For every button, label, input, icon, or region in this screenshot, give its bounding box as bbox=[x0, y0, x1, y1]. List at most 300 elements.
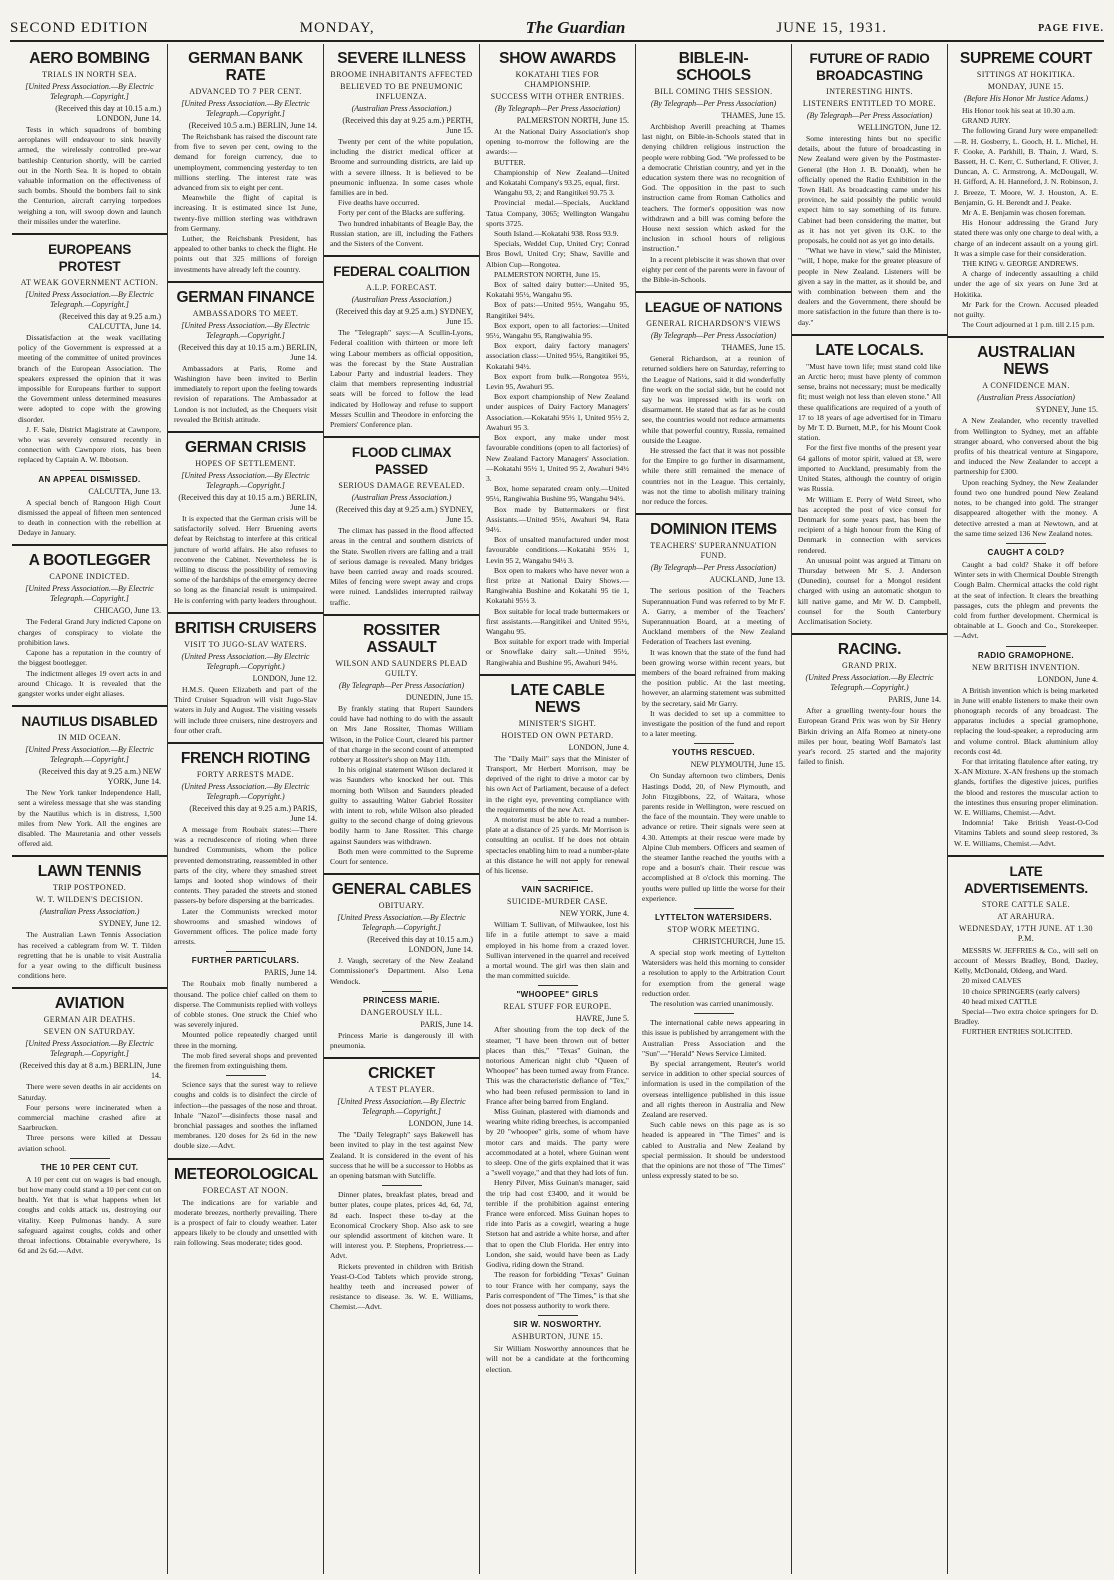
article-subhead: CAUGHT A COLD? bbox=[987, 547, 1065, 557]
article-paragraph: He stressed the fact that it was not possible for the Empire to go further in disarmament, while there still remained the menace of countries not in the League. This certainly, was not the time to abolish military training nor reduce the forces. bbox=[642, 446, 785, 507]
article-divider bbox=[226, 951, 266, 952]
day-label: MONDAY, bbox=[299, 19, 375, 36]
article-subhead: THE 10 PER CENT CUT. bbox=[40, 1162, 139, 1172]
article-credit: (Australian Press Association.) bbox=[351, 104, 452, 113]
article-paragraph: In his original statement Wilson declared it was Saunders who knocked her out. This morning both Wilson and Saunders pleaded guilty to assaulting Walter Gabriel Rossiter with intent to rob, while Wilson also pleaded guilty to the second charge of doing grievous bodily harm to Jane Rossiter. This charge against Saunders was withdrawn. bbox=[330, 765, 473, 846]
article-subhead: "WHOOPEE" GIRLS bbox=[516, 990, 599, 1000]
article bbox=[18, 544, 161, 699]
article-headline: A BOOTLEGGER bbox=[28, 552, 151, 570]
article-body bbox=[330, 1190, 473, 1312]
article-paragraph: Dissatisfaction at the weak vacillating policy of the Government is expressed at a meeting of the committee of united provinces branch of the European Association. The speakers expressed the opinion that it was impossible for Europeans further to support the Government unless determined measures were adopted to cope with the growing disorder. bbox=[18, 333, 161, 424]
article-credit: (By Telegraph—Per Press Association) bbox=[494, 104, 621, 113]
article-subhead: A.L.P. FORECAST. bbox=[366, 283, 437, 293]
article-dateline: NEW YORK, June 4. bbox=[559, 909, 629, 919]
article-headline: GERMAN CRISIS bbox=[185, 439, 306, 457]
article-divider bbox=[168, 1158, 323, 1160]
article-paragraph: Mounted police repeatedly charged until three in the morning. bbox=[174, 1030, 317, 1050]
article-headline: FLOOD CLIMAX PASSED bbox=[351, 445, 452, 478]
article-body bbox=[642, 122, 785, 285]
article bbox=[954, 336, 1098, 538]
article-body bbox=[174, 514, 317, 606]
article-paragraph: Specials, Weddel Cup, United Cry; Conrad Bros Bowl, United Cry; Shaw, Saville and Albion Cup—Rongotea. bbox=[486, 239, 629, 269]
article-headline: LATE CABLE NEWS bbox=[510, 681, 605, 716]
article-paragraph: Science says that the surest way to relieve coughs and colds is to disinfect the circle of infection—the passages of the nose and throat. Inhale "Nazol"—disinfects those nasal and bronchial passages and soothes the inflamed membranes. 120 doses for 2s 6d in the new double size.—Advt. bbox=[174, 1080, 317, 1151]
article-paragraph: It is expected that the German crisis will be satisfactorily solved. Herr Bruening averts defeat by Reichstag to interfere at this critical juncture of world affairs. He also refuses to reconvene the Cabinet. Nevertheless he is willing to discuss the possibility of removing some of the hardships of the emergency decree so long as the financial result is unimpaired. He is conferring with party leaders throughout. bbox=[174, 514, 317, 605]
article-credit: (United Press Association.—By Electric Telegraph.—Copyright.) bbox=[805, 673, 934, 693]
article-subhead: SERIOUS DAMAGE REVEALED. bbox=[338, 481, 465, 491]
article bbox=[486, 1315, 629, 1375]
article-paragraph: The New York tanker Independence Hall, sent a wireless message that she was standing by the Nautilus which is in distress, 1,500 miles from New York. All the engines are disabled. The Mauretania and other vessels offered aid. bbox=[18, 788, 161, 849]
article-paragraph: Box export, any make under most favourable conditions (open to all factories) of New Zealand Factory Managers' Association.—Kokatahi 95½ 1, United 95 2, Awahuri 94½ 3. bbox=[486, 433, 629, 483]
article-paragraph: 10 choice SPRINGERS (early calvers) bbox=[962, 986, 1080, 996]
article-paragraph: The Court adjourned at 1 p.m. till 2.15 p.m. bbox=[962, 320, 1095, 330]
article-paragraph: The Federal Grand Jury indicted Capone on charges of conspiracy to violate the prohibition laws. bbox=[18, 617, 161, 647]
article-dateline: LONDON, June 4. bbox=[1037, 674, 1098, 684]
column-2 bbox=[168, 44, 324, 1574]
article-paragraph: Provincial medal.—Specials, Auckland Tatua Company, 3065; Wellington Wangahu sports 3725. bbox=[486, 198, 629, 228]
article-divider bbox=[324, 1057, 479, 1059]
article-body bbox=[330, 137, 473, 249]
columns-container bbox=[12, 44, 1104, 1574]
article-subhead: SUICIDE-MURDER CASE. bbox=[507, 897, 608, 907]
article-divider bbox=[792, 334, 947, 336]
article bbox=[954, 50, 1098, 330]
article bbox=[642, 743, 785, 904]
article bbox=[486, 50, 629, 668]
article bbox=[798, 50, 941, 328]
article-divider bbox=[12, 855, 167, 857]
article-body bbox=[954, 560, 1098, 642]
article-divider bbox=[792, 633, 947, 635]
article-headline: FRENCH RIOTING bbox=[180, 749, 311, 767]
article-headline: ROSSITER ASSAULT bbox=[363, 621, 440, 656]
article bbox=[330, 1057, 473, 1181]
article-paragraph: There were seven deaths in air accidents on Saturday. bbox=[18, 1082, 161, 1102]
article-headline: LATE ADVERTISEMENTS. bbox=[964, 863, 1088, 896]
article-credit: [United Press Association.—By Electric Telegraph.—Copyright.] bbox=[181, 320, 310, 340]
article-dateline: (Received this day at 9.25 a.m.) SYDNEY, June 15. bbox=[335, 505, 473, 525]
article-headline: DOMINION ITEMS bbox=[650, 521, 777, 539]
article-paragraph: J. Vaugh, secretary of the New Zealand Commissioner's Department. Also Lena Wendock. bbox=[330, 956, 473, 986]
article-paragraph: Tests in which squadrons of bombing aeroplanes will endeavour to sink heavily armed, the wirelessly controlled pre-war battleship Centurion shortly, will be carried out in the North Sea. It is hoped to obtain valuable information on the effectiveness of such bombs. Should the bombers fail to sink the Centurion, aircraft carrying torpedoes weighing a ton, will swoop down and launch their missiles under the waterline. bbox=[18, 125, 161, 226]
article-divider bbox=[382, 1185, 422, 1186]
article-paragraph: A charge of indecently assaulting a child under the age of six years on June 3rd at Hokitika. bbox=[954, 269, 1098, 299]
article bbox=[330, 873, 473, 987]
article-body bbox=[642, 771, 785, 904]
article-subhead: WEDNESDAY, 17TH JUNE. AT 1.30 P.M. bbox=[959, 923, 1093, 943]
article-subhead: TRIP POSTPONED. bbox=[52, 883, 127, 893]
article-subhead: DANGEROUSLY ILL. bbox=[360, 1007, 443, 1017]
article bbox=[486, 880, 629, 981]
article bbox=[18, 705, 161, 849]
article-paragraph: It was known that the state of the fund had been growing worse within recent years, but members of the board refrained from making the position public. At the last meeting, however, an alarming statement was submitted by the secretary, said Mr Garry. bbox=[642, 647, 785, 708]
article-headline: NAUTILUS DISABLED bbox=[21, 714, 158, 730]
article-paragraph: Ambassadors at Paris, Rome and Washington have been invited to Berlin immediately to report upon the feeling towards revision of reparations. The Ambassador at London is not included, as the Chequers visit revealed the British attitude. bbox=[174, 363, 317, 424]
article-headline: AERO BOMBING bbox=[29, 50, 150, 67]
article-paragraph: The "Daily Mail" says that the Minister of Transport, Mr Herbert Morrison, may be deprived of the right to drive a motor car by his own Act of Parliament, because of a defect in the right eye, preventing compliance with the requirements of the new Act. bbox=[486, 753, 629, 814]
article-paragraph: After a gruelling twenty-four hours the European Grand Prix was won by Sir Henry Birkin driving an Alfa Romeo at ninety-one miles per hour, beating Wolf Barnato's last year's record. 25 started and the majority failed to finish. bbox=[798, 706, 941, 767]
article-divider bbox=[12, 987, 167, 989]
article bbox=[174, 431, 317, 606]
article-subhead: OBITUARY. bbox=[378, 901, 425, 911]
article-dateline: DUNEDIN, June 15. bbox=[405, 692, 473, 702]
article-divider bbox=[538, 1315, 578, 1316]
article-paragraph: Box export, dairy factory managers' association class:—United 95½, Rangitikei 95, Kokatahi 94½. bbox=[486, 341, 629, 371]
article bbox=[330, 50, 473, 249]
article-paragraph: Box of salted dairy butter:—United 95, Kokatahi 95½, Wangahu 95. bbox=[486, 280, 629, 300]
article-dateline: LONDON, June 14. bbox=[408, 1119, 473, 1129]
article-divider bbox=[538, 985, 578, 986]
article-credit: (Australian Press Association.) bbox=[39, 907, 140, 917]
article-body bbox=[174, 364, 317, 425]
article-divider bbox=[480, 674, 635, 676]
article-headline: LEAGUE OF NATIONS bbox=[644, 300, 783, 316]
article-paragraph: The international cable news appearing in this issue is published by arrangement with the Australian Press Association and the "Sun"—"Herald" News Service Limited. bbox=[642, 1018, 785, 1058]
article bbox=[642, 1013, 785, 1181]
article-paragraph: J. F. Sale, District Magistrate at Cawnpore, who was severely censured recently in connection with Cawnpore riots, has been replaced by Captain A. W. Ibbotson. bbox=[18, 424, 161, 465]
article-paragraph: Box suitable for export trade with Imperial or Snowflake dairy salt.—United 95½, Rangiwahia and Bushine 95, Awahuri 94½. bbox=[486, 637, 629, 667]
article-paragraph: Special—Two extra choice springers for D. Bradley. bbox=[954, 1007, 1098, 1027]
article-body bbox=[330, 704, 473, 867]
article-body bbox=[18, 617, 161, 699]
article-dateline: (Received this day at 10.15 a.m.) LONDON, June 14. bbox=[367, 935, 473, 955]
article-credit: (Australian Press Association.) bbox=[351, 493, 452, 503]
article-headline: GENERAL CABLES bbox=[331, 881, 472, 899]
article-body bbox=[798, 134, 941, 328]
article-headline: BRITISH CRUISERS bbox=[174, 619, 317, 637]
article bbox=[330, 614, 473, 867]
article-subhead: BROOME INHABITANTS AFFECTED bbox=[330, 70, 473, 79]
article-subhead: ADVANCED TO 7 PER CENT. bbox=[189, 87, 302, 96]
article-paragraph: Dinner plates, breakfast plates, bread and butter plates, coupe plates, prices 4d, 6d, 7d, 8d each. Inspect these to-day at the Economical Crockery Shop. Also ask to see our splendid assortment of kitchen ware. It will interest you. P. Stephens, Proprietress.—Advt. bbox=[330, 1190, 473, 1261]
article bbox=[954, 543, 1098, 642]
article-paragraph: Sir William Nosworthy announces that he will not be a candidate at the forthcoming election. bbox=[486, 1344, 629, 1374]
article-body bbox=[486, 920, 629, 981]
article-subhead: AN APPEAL DISMISSED. bbox=[38, 474, 141, 484]
article-headline: GERMAN FINANCE bbox=[176, 288, 315, 306]
article-divider bbox=[1006, 543, 1046, 544]
article-paragraph: Twenty per cent of the white population, including the district medical officer at Broome and surrounding districts, are laid up with a severe illness. It is believed to be pneumonic influenza. In some cases whole families are in bed. bbox=[330, 137, 473, 198]
article-divider bbox=[324, 436, 479, 438]
article-paragraph: On Sunday afternoon two climbers, Denis Hastings Dodd, 20, of New Plymouth, and John Fitzgibbons, 22, of Waitara, whose parents reside in Wellington, were rescued on the face of the mountain. They were unable to advance or retire. Their signals were seen at 4.30. Attempts at their rescue were made by Alpine Club members. Officers and seamen of the steamer Ianthe reached the youths with a rope and a bosun's chair. Their rescue was accomplished at 8 o'clock this morning. The youths were pulled up little the worse for their experience. bbox=[642, 771, 785, 903]
article-dateline: NEW PLYMOUTH, June 15. bbox=[690, 760, 785, 770]
article-subhead: RADIO GRAMOPHONE. bbox=[977, 650, 1075, 660]
article bbox=[18, 987, 161, 1153]
article bbox=[330, 1185, 473, 1312]
article-subhead: IN MID OCEAN. bbox=[58, 733, 121, 743]
article-body bbox=[174, 685, 317, 736]
article-paragraph: Box of unsalted manufactured under most favourable conditions.—Kokatahi 95½ 1, Levin 95 2, Wangahu 94½ 3. bbox=[486, 535, 629, 565]
article-paragraph: Rickets prevented in children with British Yeast-O-Cod Tablets which provide strong, healthy teeth and increased power of resistance to disease. 3s. W. E. Williams, Chemist.—Advt. bbox=[330, 1261, 473, 1312]
article-body bbox=[18, 498, 161, 539]
article-subhead: INTERESTING HINTS. bbox=[826, 87, 913, 96]
article-paragraph: For the first five months of the present year 64 gallons of motor spirit, valued at £8, were imported to Auckland, presumably from the United States, although the country of origin was Russia. bbox=[798, 443, 941, 494]
article-divider bbox=[694, 908, 734, 909]
article-paragraph: After shouting from the top deck of the steamer, "I have been thrown out of better places than this," "Texas" Guinan, the notorious American night club "Queen of Whoopee" has been turned away from France. This was the characteristic defiance of "Tex," who had been refused permission to land in France after being barred from England. bbox=[486, 1025, 629, 1106]
article-divider bbox=[694, 1013, 734, 1014]
article-dateline: PARIS, June 14. bbox=[888, 695, 941, 705]
article-paragraph: Five deaths have occurred. bbox=[338, 198, 420, 208]
article-credit: (Australian Press Association) bbox=[977, 393, 1075, 403]
article-divider bbox=[12, 233, 167, 235]
article-paragraph: A British invention which is being marketed in June will enable listeners to make their own phonograph records of any broadcast. The apparatus includes a special gramophone, replacing the loud-speaker, a reproducing arm and volume control. Black aluminium alloy records cost 4d. bbox=[954, 685, 1098, 756]
article-paragraph: A message from Roubaix states:—There was a recrudescence of rioting when three hundred Communists, whom the police prevented demonstrating, reassembled in other parts of the city, where they smashed street lamps and looted shop windows of their contents. They paraded the streets and stoned passers-by before dispersing at the barricades. bbox=[174, 824, 317, 906]
article-credit: [United Press Association.—By Electric Telegraph.—Copyright.] bbox=[25, 745, 154, 765]
article-headline: SUPREME COURT bbox=[959, 50, 1093, 67]
article-paragraph: Box export championship of New Zealand under auspices of Dairy Factory Managers' Association.—Kokatahi 95½ 1, United 95½ 2, Awahuri 95 3. bbox=[486, 392, 629, 432]
article-credit: [United Press Association.—By Electric Telegraph.—Copyright.] bbox=[25, 1039, 154, 1059]
article-credit: [United Press Association.—By Electric Telegraph.—Copyright.] bbox=[337, 1097, 466, 1117]
article-headline: FUTURE OF RADIO BROADCASTING bbox=[809, 51, 930, 83]
article-paragraph: Box, home separated cream only.—United 95½, Rangiwahia Bushine 95, Wangahu 94½. bbox=[486, 484, 629, 504]
article-paragraph: "What we have in view," said the Minister, "will, I hope, make for the greater pleasure of people in New Zealand. Listeners will be given a say in the matter, as it should be, and with combination between them and the dealers and the Government, there should be more satisfaction in the future than there is to-day." bbox=[798, 246, 941, 327]
article-subhead: FORECAST AT NOON. bbox=[202, 1185, 289, 1195]
article-subhead: A CONFIDENCE MAN. bbox=[982, 381, 1070, 391]
article-dateline: (Received this day at 8 a.m.) BERLIN, June 14. bbox=[19, 1061, 161, 1081]
article-credit: (By Telegraph—Per Press Association) bbox=[650, 331, 777, 341]
article-paragraph: By frankly stating that Rupert Saunders could have had nothing to do with the assault on Mrs Jane Rossiter, Thomas William Wilson, in the Police Court, cleared his partner of that charge in the second count of attempted robbery at Rossiter's shop on May 11th. bbox=[330, 703, 473, 764]
article-paragraph: The following Grand Jury were empanelled:—R. H. Gosberry, L. Gooch, H. L. Michel, H. F. Cooke, A. Parkhill, B. Thain, J. Ward, S. Bassett, H. C. Kerr, C. Sutherland, F. Oliver, J. Duncan, A. C. Armstrong, A. McDougall, W. H. Gifford, A. H. Hanneford, J. N. Robinson, J. J. Breeze, T. Moore, W. J. Houston, A. E. Benjamin, G. H. Berendt and J. Peake. bbox=[954, 126, 1098, 207]
article-body bbox=[486, 1344, 629, 1375]
column-4 bbox=[480, 44, 636, 1574]
article-divider bbox=[948, 336, 1104, 338]
article-paragraph: FURTHER ENTRIES SOLICITED. bbox=[962, 1027, 1073, 1037]
article-headline: BIBLE-IN-SCHOOLS bbox=[676, 50, 751, 84]
article-credit: (By Telegraph—Per Press Association) bbox=[338, 680, 465, 690]
article bbox=[642, 908, 785, 1009]
article-divider bbox=[948, 855, 1104, 857]
article-paragraph: A New Zealander, who recently travelled from Wellington to Sydney, met an affable stranger aboard, who conversed about the big profits of his theatrical venture at Singapore, and induced the New Zealander to accept a partnership for £300. bbox=[954, 416, 1098, 477]
article-body bbox=[954, 946, 1098, 1038]
article-subhead: GERMAN AIR DEATHS. bbox=[43, 1015, 136, 1025]
article-divider bbox=[70, 1158, 110, 1159]
article-divider bbox=[168, 742, 323, 744]
article-paragraph: A special stop work meeting of Lyttelton Watersiders was held this morning to consider a resolution to apply to the Arbitration Court for exemption from the general wage reduction order. bbox=[642, 947, 785, 998]
article bbox=[642, 50, 785, 285]
article-body bbox=[174, 1198, 317, 1249]
article bbox=[330, 255, 473, 430]
article-paragraph: Three persons were killed at Dessau aviation school. bbox=[18, 1133, 161, 1153]
article-body bbox=[330, 1031, 473, 1051]
article-paragraph: Henry Pilver, Miss Guinan's manager, said the trip had cost £3400, and it would be terrible if the prohibition against entering France were enforced. Miss Guinan hopes to ride into Paris as a cowgirl, wearing a huge Stetson hat and astride a white horse, and after that to open the Club Florida. Her entry into London, she said, would have been as Lady Godiva, riding down the Strand. bbox=[486, 1178, 629, 1270]
article-headline: FEDERAL COALITION bbox=[333, 264, 470, 280]
article-paragraph: THE KING v. GEORGE ANDREWS. bbox=[962, 259, 1079, 269]
article-credit: (Australian Press Association.) bbox=[351, 295, 452, 305]
article-dateline: CHICAGO, June 13. bbox=[93, 606, 161, 616]
article-divider bbox=[168, 281, 323, 283]
article-subhead: TRIALS IN NORTH SEA. bbox=[42, 70, 137, 79]
article-dateline: SYDNEY, June 15. bbox=[1035, 405, 1098, 415]
article-divider bbox=[324, 873, 479, 875]
article-body bbox=[642, 586, 785, 739]
masthead bbox=[10, 18, 1104, 38]
article-body bbox=[954, 416, 1098, 538]
article-credit: [United Press Association.—By Electric Telegraph.—Copyright.] bbox=[337, 913, 466, 933]
article-divider bbox=[382, 991, 422, 992]
article-credit: (By Telegraph—Per Press Association) bbox=[806, 111, 933, 120]
article bbox=[486, 985, 629, 1311]
article-dateline: THAMES, June 15. bbox=[721, 111, 785, 120]
article bbox=[174, 50, 317, 275]
article-subhead: FORTY ARRESTS MADE. bbox=[196, 769, 295, 779]
article-subhead: HOISTED ON OWN PETARD. bbox=[501, 730, 614, 740]
article-dateline: PARIS, June 14. bbox=[420, 1019, 473, 1029]
article-divider bbox=[694, 743, 734, 744]
article-dateline: (Received this day at 10.15 a.m.) LONDON, June 14. bbox=[55, 104, 161, 123]
article-headline: METEOROLOGICAL bbox=[174, 1165, 318, 1183]
article-credit: [United Press Association.—By Electric Telegraph.—Copyright.] bbox=[25, 82, 154, 101]
article-body bbox=[486, 127, 629, 668]
article bbox=[18, 470, 161, 539]
article-subhead: NEW BRITISH INVENTION. bbox=[972, 662, 1080, 672]
article-dateline: (Received this day at 9.25 a.m.) PERTH, June 15. bbox=[342, 116, 473, 135]
article-dateline: (Received this day at 10.15 a.m.) BERLIN, June 14. bbox=[178, 342, 317, 362]
article-paragraph: A 10 per cent cut on wages is bad enough, but how many could stand a 10 per cent cut on health. Yet that is what happens when let coughs and colds attack us, destroying our vitality. Keep Pulmonas handy. A sure safeguard against coughs, colds and other throat infections. Obtainable everywhere, 1s 6d and 2s 6d.—Advt. bbox=[18, 1174, 161, 1256]
article-paragraph: GRAND JURY. bbox=[962, 116, 1011, 126]
article-dateline: CHRISTCHURCH, June 15. bbox=[692, 936, 785, 946]
article-subhead: CAPONE INDICTED. bbox=[49, 572, 130, 582]
article-subhead: BELIEVED TO BE PNEUMONIC INFLUENZA. bbox=[340, 82, 463, 101]
article bbox=[798, 633, 941, 767]
article-paragraph: Princess Marie is dangerously ill with pneumonia. bbox=[330, 1030, 473, 1050]
article bbox=[954, 855, 1098, 1038]
article-paragraph: Luther, the Reichsbank President, has appealed to other banks to check the flight. He points out that 325 millions of foreign investments have already left the country. bbox=[174, 234, 317, 274]
article-credit: (United Press Association.—By Electric Telegraph.—Copyright.) bbox=[181, 781, 310, 801]
article-paragraph: In a recent plebiscite it was shown that over eighty per cent of the parents were in favour of the Bible-in-Schools. bbox=[642, 254, 785, 285]
article-dateline: PALMERSTON NORTH, June 15. bbox=[516, 116, 629, 125]
article-headline: AVIATION bbox=[54, 995, 125, 1013]
article-subhead: SIR W. NOSWORTHY. bbox=[513, 1320, 602, 1330]
article-subhead: MONDAY, JUNE 15. bbox=[987, 82, 1065, 91]
article-paragraph: William T. Sullivan, of Milwaukee, lost his life in a futile attempt to save a maid employed in his home from a crazed lover. Sullivan intervened in the quarrel and received a mortal wound. The girl was then slain and the man committed suicide. bbox=[486, 920, 629, 981]
article-body bbox=[486, 1025, 629, 1311]
article-body bbox=[18, 125, 161, 227]
article-paragraph: Upon reaching Sydney, the New Zealander found two one hundred pound New Zealand notes, to be changed into gold. The stranger disappeared altogether with the money. A detective arrested a man at Newtown, and at the same time seized 136 New Zealand notes. bbox=[954, 477, 1098, 538]
article-paragraph: The reason for forbidding "Texas" Guinan to tour France with her company, says the Paris correspondent of "The Times," is that she does not possess authority to work there. bbox=[486, 1270, 629, 1310]
article-headline: LATE LOCALS. bbox=[815, 341, 924, 359]
article-credit: [United Press Association.—By Electric Telegraph.—Copyright.] bbox=[25, 584, 154, 604]
article-subhead: ASHBURTON, JUNE 15. bbox=[511, 1332, 604, 1342]
edition-label: SECOND EDITION bbox=[10, 19, 149, 36]
article-paragraph: Four persons were incinerated when a commercial machine crashed afire at Saarbrucken. bbox=[18, 1102, 161, 1133]
article bbox=[18, 855, 161, 981]
article-paragraph: Later the Communists wrecked motor showrooms and smashed windows of Government offices. The police made forty arrests. bbox=[174, 906, 317, 947]
article-body bbox=[18, 1175, 161, 1257]
article-divider bbox=[636, 513, 791, 515]
article-divider bbox=[12, 544, 167, 546]
article bbox=[18, 233, 161, 466]
article-paragraph: The "Telegraph" says:—A Scullin-Lyons, Federal coalition with thirteen or more left wing Labour members as official opposition, was the forecast by the State Australian Labour Party and industrial leaders. They claim that members representing industrial seats will be forced to follow the lead indicated by Holloway and refuse to support Messrs Scullin and Theodore in enforcing the Premiers' Conference plan. bbox=[330, 328, 473, 430]
article-body bbox=[486, 754, 629, 876]
article-dateline: (Received 10.5 a.m.) BERLIN, June 14. bbox=[188, 121, 317, 130]
article-paragraph: Box export, open to all factories:—United 95½, Wangahu 95, Rangiwahia 95. bbox=[486, 320, 629, 341]
article-paragraph: Mr Park for the Crown. Accused pleaded not guilty. bbox=[954, 299, 1098, 320]
article-paragraph: For that irritating flatulence after eating, try X-AN Mixture. X-AN freshens up the stomach glands, fortifies the digestive juices, purifies the blood and restores the muscular action to the intestines thus ensuring proper elimination. W. E. Williams, Chemist.—Advt. bbox=[954, 756, 1098, 817]
article-body bbox=[330, 956, 473, 987]
article-paragraph: The resolution was carried unanimously. bbox=[650, 999, 774, 1008]
article-subhead: FURTHER PARTICULARS. bbox=[191, 956, 300, 966]
article-paragraph: The mob fired several shops and prevented the firemen from extinguishing them. bbox=[174, 1050, 317, 1070]
article-headline: RACING. bbox=[837, 641, 902, 659]
article-paragraph: Championship of New Zealand—United and Kokatahi Company's 93.25, equal, first. bbox=[486, 167, 629, 188]
article-paragraph: 20 mixed CALVES bbox=[962, 976, 1022, 986]
article-divider bbox=[168, 612, 323, 614]
article-subhead: YOUTHS RESCUED. bbox=[672, 748, 755, 758]
article-dateline: (Received this day at 9.25 a.m.) PARIS, June 14. bbox=[189, 803, 317, 823]
article-paragraph: It was decided to set up a committee to investigate the position of the fund and report to a later meeting. bbox=[642, 708, 785, 739]
article-divider bbox=[168, 431, 323, 433]
article-body bbox=[798, 362, 941, 627]
article-body bbox=[18, 930, 161, 981]
article-paragraph: Box of pats:—United 95½, Wangahu 95, Rangitikei 94½. bbox=[486, 300, 629, 320]
article-subhead: A TEST PLAYER. bbox=[368, 1085, 435, 1095]
article-subhead: GENERAL RICHARDSON'S VIEWS bbox=[646, 319, 781, 329]
article-paragraph: A motorist must be able to read a number-plate at a distance of 25 yards. Mr Morrison is consulting an oculist. If he does not obtain spectacles enabling him to read a number-plate at this distance he will not apply for renewal of his license. bbox=[486, 814, 629, 875]
article-subhead: LYTTELTON WATERSIDERS. bbox=[655, 912, 772, 922]
article-headline: GERMAN BANK RATE bbox=[188, 50, 303, 84]
article-body bbox=[330, 328, 473, 430]
article-paragraph: The "Daily Telegraph" says Bakewell has been invited to play in the test against New Zealand. It is considered in the event of his success that he will be a successor to Hobbs as an opening batsman with Sutcliffe. bbox=[330, 1130, 473, 1180]
article-body bbox=[330, 1130, 473, 1181]
article-divider bbox=[324, 255, 479, 257]
article-dateline: PARIS, June 14. bbox=[264, 968, 317, 978]
article-divider bbox=[1006, 646, 1046, 647]
article-body bbox=[642, 948, 785, 1009]
page-number: PAGE FIVE. bbox=[1038, 22, 1104, 34]
article-paragraph: Mr A. E. Benjamin was chosen foreman. bbox=[962, 208, 1086, 218]
article-headline: SEVERE ILLNESS bbox=[337, 50, 466, 67]
article-paragraph: An unusual point was argued at Timaru on Thursday between Mr S. J. Anderson (Dunedin), counsel for a Mongol resident charged with using an automatic shotgun to kill native game, and Mr W. D. Campbell, counsel for the South Canterbury Acclimatisation Society. bbox=[798, 555, 941, 626]
article-paragraph: Caught a bad cold? Shake it off before Winter sets in with Chermical Double Strength Cough Balm. Chermical attacks the cold right at the seat of infection. It clears the breathing passages, cuts the phlegm and prevents the cold from further development. Chermical is obtainable at L. Gooch and Co., Storekeeper.—Advt. bbox=[954, 559, 1098, 641]
article-divider bbox=[12, 705, 167, 707]
article-paragraph: Indomnia! Take British Yeast-O-Cod Vitamins Tablets and sound sleep restored, 3s W. E. Williams, Chemist.—Advt. bbox=[954, 818, 1098, 848]
column-7 bbox=[948, 44, 1104, 1574]
article-paragraph: The Roubaix mob finally numbered a thousand. The police chief called on them to disperse. The Communists replied with volleys of cobble stones. One struck the Chief who was severely injured. bbox=[174, 979, 317, 1030]
article-paragraph: Such cable news on this page as is so headed is appeared in "The Times" and is cabled to Australia and New Zealand by special permission. It should be understood that the opinions are not those of "The Times" unless expressly stated to be so. bbox=[642, 1120, 785, 1181]
article-dateline: SYDNEY, June 12. bbox=[98, 919, 161, 929]
article-subhead: BILL COMING THIS SESSION. bbox=[654, 87, 773, 96]
article-paragraph: H.M.S. Queen Elizabeth and part of the Third Cruiser Squadron will visit Jugo-Slav waters in July and August. The visiting vessels will include three cruisers, nine destroyers and four other craft. bbox=[174, 684, 317, 735]
article-subhead: SITTINGS AT HOKITIKA. bbox=[976, 70, 1076, 79]
article bbox=[642, 291, 785, 507]
article-paragraph: PALMERSTON NORTH, June 15. bbox=[494, 269, 601, 279]
article bbox=[954, 646, 1098, 849]
article-paragraph: Wangahu 93, 2; and Rangitikei 93.75 3. bbox=[494, 188, 615, 198]
article-credit: (United Press Association.—By Electric Telegraph.—Copyright.) bbox=[181, 651, 310, 671]
article-subhead: STORE CATTLE SALE. bbox=[981, 899, 1071, 909]
article-headline: AUSTRALIAN NEWS bbox=[977, 344, 1075, 379]
article-body bbox=[18, 1082, 161, 1153]
article-subhead: GRAND PRIX. bbox=[841, 661, 898, 671]
article-dateline: (Received this day at 9.25 a.m.) CALCUTTA, June 14. bbox=[59, 312, 161, 332]
article-dateline: LONDON, June 12. bbox=[252, 673, 317, 683]
article-paragraph: Both men were committed to the Supreme Court for sentence. bbox=[330, 846, 473, 866]
article bbox=[174, 742, 317, 947]
article bbox=[330, 436, 473, 608]
article-paragraph: The Reichsbank has raised the discount rate from five to seven per cent, owing to the demand for foreign currency, due to unemployment, commencing yesterday to ten millions sterling. The interest rate was advanced from six to eight per cent. bbox=[174, 132, 317, 193]
article-body bbox=[174, 979, 317, 1071]
article-paragraph: The climax has passed in the flood affected areas in the central and southern districts of the State. Swollen rivers are falling and a trail of serious damage is revealed. Many bridges have been carried away and roads scoured. Miles of fencing were swept away and crops were ruined. Landslides interrupted railway traffic. bbox=[330, 526, 473, 607]
article-subhead: AT WEAK GOVERNMENT ACTION. bbox=[20, 278, 159, 288]
article bbox=[174, 1075, 317, 1151]
article-dateline: (Received this day at 9.25 a.m.) SYDNEY, June 15. bbox=[335, 307, 473, 327]
article-credit: (Before His Honor Mr Justice Adams.) bbox=[964, 94, 1088, 103]
article-body bbox=[954, 686, 1098, 849]
article-paragraph: General Richardson, at a reunion of returned soldiers here on Saturday, referring to the League of Nations, said it did wonderfully fine work on the social side, but he could not say he was impressed with its work on disarmament. He stated that as far as he could see, the countries would not reduce armaments while that powerful country, Russia, remained outside the League. bbox=[642, 354, 785, 445]
article-paragraph: South Island.—Kokatahi 938. Ross 93.9. bbox=[494, 229, 619, 239]
article-credit: [United Press Association.—By Electric Telegraph.—Copyright.] bbox=[25, 290, 154, 310]
article-subhead: SUCCESS WITH OTHER ENTRIES. bbox=[490, 92, 625, 101]
